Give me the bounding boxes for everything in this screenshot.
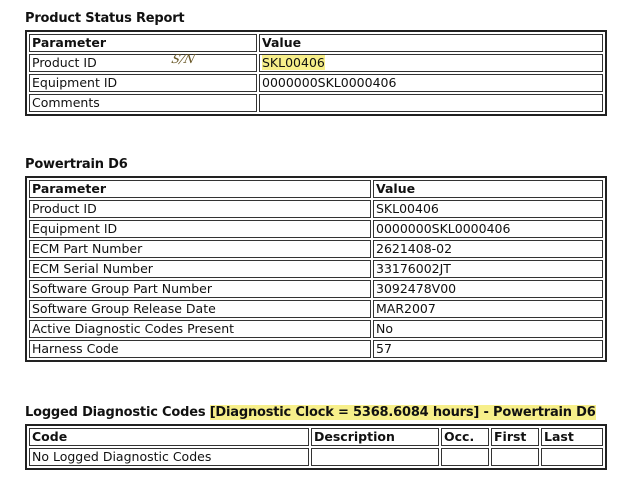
column-header-code: Code — [29, 428, 309, 446]
table-row — [29, 260, 603, 278]
table-row — [29, 280, 603, 298]
value-cell — [259, 94, 603, 112]
logged-codes-title — [25, 405, 596, 420]
column-header-value: Value — [373, 180, 603, 198]
value-cell: MAR2007 — [373, 300, 603, 318]
code-cell: No Logged Diagnostic Codes — [29, 448, 309, 466]
column-header-occ: Occ. — [441, 428, 489, 446]
param-cell: Harness Code — [29, 340, 371, 358]
value-cell: 2621408-02 — [373, 240, 603, 258]
param-cell: ECM Part Number — [29, 240, 371, 258]
logged-codes-title-suffix: - Powertrain D6 — [479, 405, 596, 420]
value-cell: 0000000SKL0000406 — [373, 220, 603, 238]
table-row — [29, 448, 603, 466]
column-header-first: First — [491, 428, 539, 446]
param-cell: ECM Serial Number — [29, 260, 371, 278]
value-cell — [259, 54, 603, 72]
product-status-title: Product Status Report — [25, 11, 185, 26]
param-cell: Software Group Part Number — [29, 280, 371, 298]
value-cell: 57 — [373, 340, 603, 358]
occ-cell — [441, 448, 489, 466]
param-cell: Comments — [29, 94, 257, 112]
table-row — [29, 54, 603, 72]
last-cell — [541, 448, 603, 466]
param-cell: Product ID — [29, 200, 371, 218]
diagnostic-clock-highlight: [Diagnostic Clock = 5368.6084 hours] — [209, 405, 480, 420]
handwritten-sn-note: S/N — [170, 52, 197, 66]
column-header-last: Last — [541, 428, 603, 446]
table-row — [29, 200, 603, 218]
highlighted-value: SKL00406 — [262, 55, 325, 70]
table-row — [29, 300, 603, 318]
table-row — [29, 340, 603, 358]
table-row — [29, 94, 603, 112]
value-cell: SKL00406 — [373, 200, 603, 218]
description-cell — [311, 448, 439, 466]
column-header-description: Description — [311, 428, 439, 446]
column-header-value: Value — [259, 34, 603, 52]
column-header-parameter: Parameter — [29, 180, 371, 198]
value-cell: 0000000SKL0000406 — [259, 74, 603, 92]
powertrain-table — [25, 176, 607, 362]
table-row — [29, 320, 603, 338]
value-cell: 33176002JT — [373, 260, 603, 278]
table-row — [29, 240, 603, 258]
powertrain-title: Powertrain D6 — [25, 157, 128, 172]
table-row — [29, 220, 603, 238]
table-header-row — [29, 180, 603, 198]
param-cell: Active Diagnostic Codes Present — [29, 320, 371, 338]
column-header-parameter: Parameter — [29, 34, 257, 52]
table-row — [29, 74, 603, 92]
first-cell — [491, 448, 539, 466]
table-header-row — [29, 428, 603, 446]
param-cell: Software Group Release Date — [29, 300, 371, 318]
table-header-row — [29, 34, 603, 52]
param-cell: Equipment ID — [29, 220, 371, 238]
product-status-table — [25, 30, 607, 116]
logged-codes-title-prefix: Logged Diagnostic Codes — [25, 405, 210, 420]
logged-codes-table — [25, 424, 607, 470]
param-cell: Equipment ID — [29, 74, 257, 92]
value-cell: No — [373, 320, 603, 338]
param-cell: Product ID — [29, 54, 257, 72]
value-cell: 3092478V00 — [373, 280, 603, 298]
